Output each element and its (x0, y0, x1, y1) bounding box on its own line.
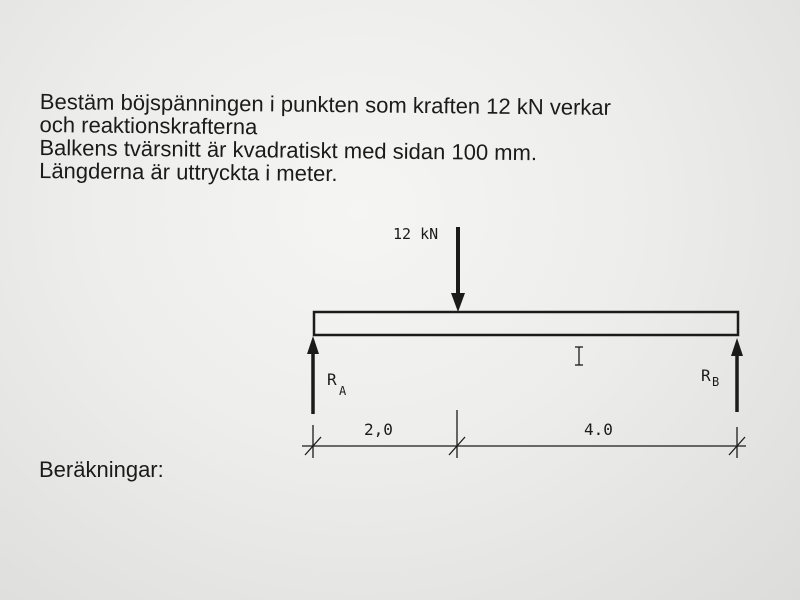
load-arrow-head (451, 293, 465, 312)
calculations-label: Beräkningar: (39, 457, 164, 482)
beam-diagram (280, 215, 780, 470)
load-label: 12 kN (393, 225, 439, 243)
reaction-a-subscript: A (339, 384, 347, 398)
problem-line: och reaktionskrafterna (39, 111, 258, 140)
problem-line: Bestäm böjspänningen i punkten som kraften 12 kN verkar (39, 89, 612, 120)
reaction-a-label: R (327, 370, 337, 389)
problem-line: Längderna är uttryckta i meter. (39, 157, 338, 187)
beam (314, 312, 738, 335)
reaction-b-subscript: B (712, 375, 720, 389)
problem-text (39, 90, 760, 190)
reaction-a-arrow-head (307, 336, 319, 354)
dimension-label-right: 4.0 (584, 420, 613, 439)
problem-line: Balkens tvärsnitt är kvadratiskt med sidan 100 mm. (39, 134, 538, 166)
reaction-b-label: R (701, 366, 711, 385)
reaction-b-arrow-head (731, 338, 743, 356)
dimension-label-left: 2,0 (364, 420, 393, 439)
text-cursor-icon (574, 346, 584, 366)
